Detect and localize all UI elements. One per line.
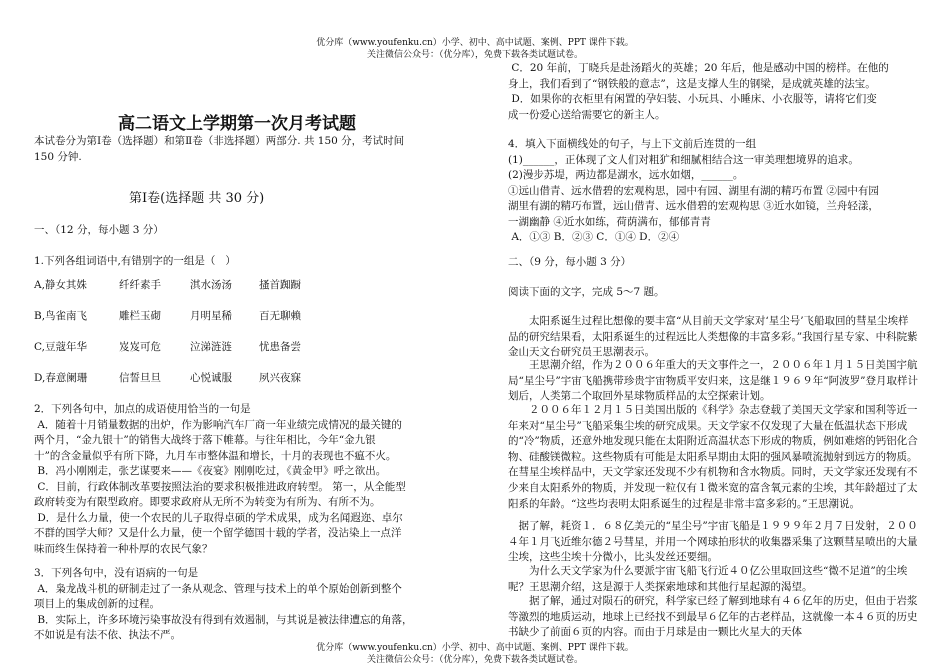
text-line: 身上，我们看到了“钢铁般的意志”，这是支撑人生的钢梁，是成就英雄的法宝。	[508, 77, 876, 90]
section-one-heading: 一、（12 分，每小题 3 分）	[34, 224, 164, 236]
option-word: 夙兴夜寐	[259, 372, 301, 384]
option-word: 百无聊赖	[259, 310, 301, 322]
text-line: 2．下列各句中，加点的成语使用恰当的一句是	[34, 403, 251, 415]
text-line: A．随着十月销量数据的出炉，作为影响汽车厂商一年业绩完成情况的最关键的	[34, 418, 402, 431]
option-label-word: A,静女其姝	[34, 279, 87, 291]
option-word: 纤纤素手	[119, 279, 161, 291]
option-word: 淇水汤汤	[190, 279, 232, 291]
passage-paragraph: 据了解，通过对陨石的研究，科学家已经了解到地球有４６亿年的历史，但由于岩浆等激烈的地质运动，地球上已经找不到最早６亿年的古老样品，这就像一本４６页的历史书缺少了前面６页的内容。而由于月球是由一颗比火星大的天体	[508, 595, 918, 639]
option-word: 雕栏玉砌	[119, 310, 161, 322]
option-row	[34, 370, 454, 384]
option-row	[34, 277, 454, 291]
footer-line-2: 关注微信公众号：（优分库），免费下载各类试题试卷。	[366, 655, 583, 665]
question-1-stem: 1.下列各组词语中,有错别字的一组是（ ）	[34, 255, 236, 267]
text-line: 不群的国学大师？又是什么力量，使一个留学德国十载的学者，没沾染上一点洋	[34, 527, 402, 539]
text-line: 政府转变为有限型政府。即要求政府从无所不为转变为有所为、有所不为。	[34, 496, 381, 508]
text-line: (2)漫步苏堤，两边都是湖水，远水如烟，______。	[508, 169, 744, 181]
text-line: 一湖幽静 ④近水如练，荷荫满布，郁郁青青	[508, 215, 711, 228]
exam-title: 高二语文上学期第一次月考试题	[118, 114, 356, 134]
footer-line-1: 优分库（www.youfenku.cn）小学、初中、高中试题、案例、PPT 课件下载。	[316, 643, 634, 653]
passage-paragraph: 王思潮介绍，作为２００６年重大的天文事件之一，２００６年１月１５日美国宇航局“星尘号”宇宙飞船携带珍贵宇宙物质平安归来，这是继１９６９年“阿波罗”登月取样计划后，人类第二个取回外星球物质样品的太空探索计划。	[508, 359, 918, 403]
option-word: 心悦诚服	[190, 372, 232, 384]
text-line: D．如果你的衣柜里有闲置的孕妇装、小玩具、小睡床、小衣服等，请将它们变	[508, 93, 877, 105]
text-line: 4．填入下面横线处的句子，与上下文前后连贯的一组	[508, 138, 757, 150]
option-label-word: D,春意阑珊	[34, 372, 88, 384]
text-line: C．目前，行政体制改革要按照法治的要求积极推进政府转型。 第一，从全能型	[34, 480, 406, 493]
passage-paragraph: 为什么天文学家为什么要派宇宙飞船飞行近４０亿公里取回这些“微不足道”的尘埃呢？王思潮介绍，这是源于人类探索地球和其他行星起源的渴望。	[508, 565, 908, 593]
section-two-heading: 二、（9 分，每小题 3 分）	[508, 256, 632, 268]
option-word: 忧患备尝	[259, 341, 301, 353]
page-header	[0, 37, 950, 61]
option-word: 泣涕涟涟	[190, 341, 232, 353]
part-one-heading: 第Ⅰ卷(选择题 共 30 分)	[129, 191, 265, 206]
option-row	[34, 339, 454, 353]
text-line: A．①③ B．②③ C．①④ D．②④	[508, 231, 680, 243]
option-label-word: C,豆蔻年华	[34, 341, 87, 353]
text-line: 两个月，“金九银十”的销售大战终于落下帷幕。与往年相比，今年“金九银	[34, 434, 376, 446]
passage-paragraph: ２００６年１２月１５日美国出版的《科学》杂志登载了美国天文学家和国利等近一年来对“星尘号”飞船采集尘埃的研究成果。天文学家不仅发现了大量在低温状态下形成的“冷”物质，还意外地发现只能在太阳附近高温状态下形成的物质，例如难熔的钙铝化合物、硅酸镁微粒。这些物质有可能是太阳系早期由太阳的强风暴喷流抛射到远方的物质。在彗星尘埃样品中，天文学家还发现不少有机物和含水物质。同时，天文学家还发现有不少来自太阳系外的物质，并发现一粒仅有１微米宽的富含氧元素的尘埃，其年龄超过了太阳系的年龄。“这些均表明太阳系诞生的过程是非常丰富多彩的。”王思潮说。	[508, 404, 918, 510]
text-line: 3．下列各句中，没有语病的一句是	[34, 567, 199, 579]
text-line: A．枭龙战斗机的研制走过了一条从观念、管理与技术上的单个原始创新到整个	[34, 582, 402, 595]
text-line: 十”的含金量似乎有所下降，九月车市整体温和增长，十月的表现也不瘟不火。	[34, 449, 397, 462]
text-line: C．20 年前，丁晓兵是赴汤蹈火的英雄；20 年后，他是感动中国的榜样。在他的	[508, 62, 889, 74]
passage-paragraph: 据了解，耗资１．６８亿美元的“星尘号”宇宙飞船是１９９９年２月７日发射，２００４年１月飞近维尔德２号彗星，并用一个网球拍形状的收集器采集了这颗彗星喷出的大量尘埃，这些尘埃十分微小，比头发丝还要细。	[508, 520, 918, 564]
option-word: 搔首踟蹰	[259, 279, 301, 291]
text-line: D．是什么力量，使一个农民的儿子取得卓硕的学术成果，成为名闻遐迩、卓尔	[34, 511, 403, 524]
text-line: 湖里有湖的精巧布置，远山借青、远水借碧的宏观构思 ③近水如镜，兰舟轻漾，	[508, 200, 879, 212]
intro-line-1: 本试卷分为第Ⅰ卷（选择题）和第Ⅱ卷（非选择题）两部分. 共 150 分，考试时间	[34, 135, 405, 147]
text-line: B．实际上，许多环境污染事故没有得到有效遏制，与其说是被法律遭忘的角落，	[34, 613, 413, 626]
header-line-2: 关注微信公众号：（优分库），免费下载各类试题试卷。	[366, 50, 583, 60]
text-line: 不如说是有法不依、执法不严。	[34, 629, 181, 641]
text-line: 成一份爱心送给需要它的新主人。	[508, 108, 666, 121]
option-row	[34, 308, 454, 322]
page-footer	[0, 642, 950, 666]
option-label-word: B,鸟雀南飞	[34, 310, 88, 322]
text-line: B．冯小刚刚走，张艺谋要来——《夜宴》刚刚吃过，《黄金甲》呼之欲出。	[34, 465, 387, 477]
text-line: 项目上的集成创新的过程。	[34, 598, 160, 610]
option-word: 月明星稀	[190, 310, 232, 322]
intro-line-2: 150 分钟.	[34, 151, 82, 163]
text-line: 味而终生保持着一种朴厚的农民气象？	[34, 542, 213, 555]
option-word: 信誓旦旦	[119, 372, 161, 384]
option-word: 岌岌可危	[119, 341, 161, 353]
text-line: ①远山借青、远水借碧的宏观构思，园中有园、湖里有湖的精巧布置 ②园中有园	[508, 184, 879, 197]
reading-prompt: 阅读下面的文字，完成 5～7 题。	[508, 286, 665, 298]
passage-paragraph: 太阳系诞生过程比想像的要丰富“从目前天文学家对‘星尘号’飞船取回的彗星尘埃样品的研究结果看，太阳系诞生的过程远比人类想像的丰富多彩。”我国行星专家、中科院紫金山天文台研究员王思潮表示。	[508, 315, 918, 359]
header-line-1: 优分库（www.youfenku.cn）小学、初中、高中试题、案例、PPT 课件下载。	[316, 38, 634, 48]
text-line: (1)______，正体现了文人们对粗犷和细腻相结合这一审美理想境界的追求。	[508, 153, 859, 166]
